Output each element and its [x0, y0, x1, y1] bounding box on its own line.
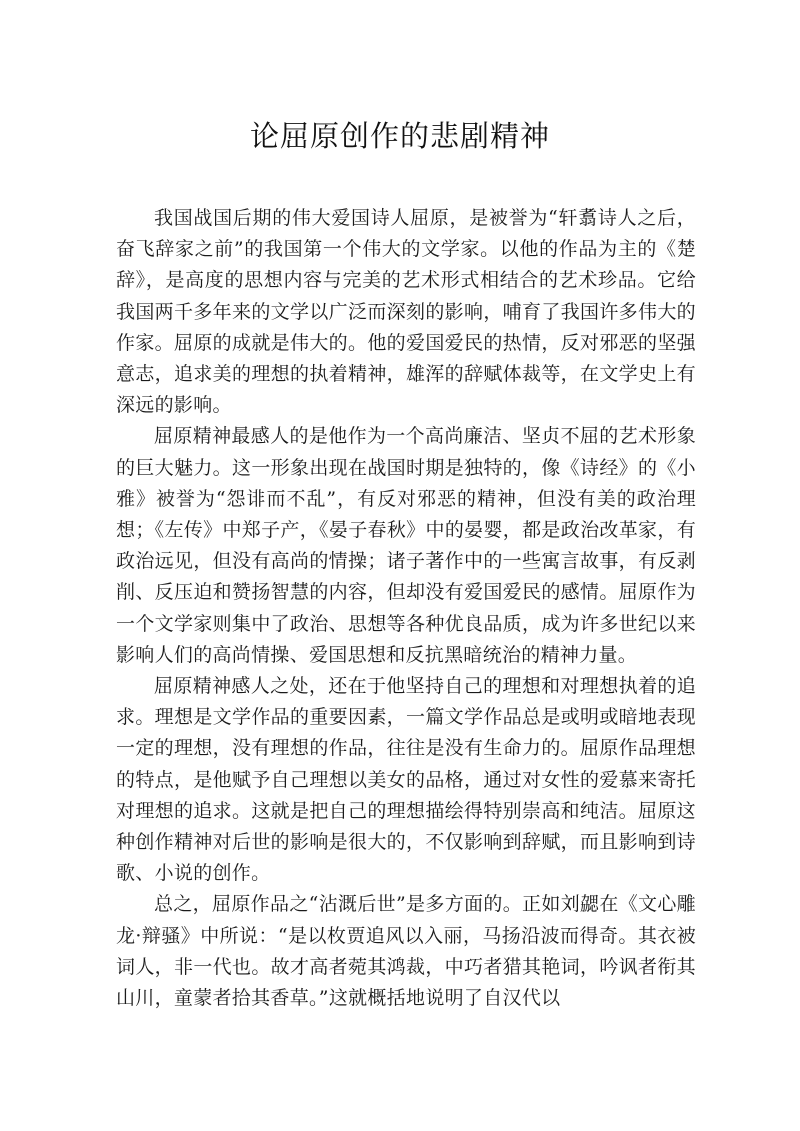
paragraph-3: 屈原精神感人之处，还在于他坚持自己的理想和对理想执着的追求。理想是文学作品的重要因素，一篇文学作品总是或明或暗地表现一定的理想，没有理想的作品，往往是没有生命力的。屈原作品理想的特点，是他赋予自己理想以美女的品格，通过对女性的爱慕来寄托对理想的追求。这就是把自己的理想描绘得特别崇高和纯洁。屈原这种创作精神对后世的影响是很大的，不仅影响到辞赋，而且影响到诗歌、小说的创作。	[116, 675, 696, 885]
paragraph-4: 总之，屈原作品之“沾溉后世”是多方面的。正如刘勰在《文心雕龙·辩骚》中所说：“是以枚贾追风以入丽，马扬沿波而得奇。其衣被词人，非一代也。故才高者菀其鸿裁，中巧者猎其艳词，吟讽者衔其山川，童蒙者拾其香草。”这就概括地说明了自汉代以	[116, 893, 696, 1010]
article-body	[116, 203, 696, 1014]
paragraph-1: 我国战国后期的伟大爱国诗人屈原，是被誉为“轩翥诗人之后，奋飞辞家之前”的我国第一个伟大的文学家。以他的作品为主的《楚辞》，是高度的思想内容与完美的艺术形式相结合的艺术珍品。它给我国两千多年来的文学以广泛而深刻的影响，哺育了我国许多伟大的作家。屈原的成就是伟大的。他的爱国爱民的热情，反对邪恶的坚强意志，追求美的理想的执着精神，雄浑的辞赋体裁等，在文学史上有深远的影响。	[116, 207, 696, 417]
paragraph-2: 屈原精神最感人的是他作为一个高尚廉洁、坚贞不屈的艺术形象的巨大魅力。这一形象出现在战国时期是独特的，像《诗经》的《小雅》被誉为“怨诽而不乱”，有反对邪恶的精神，但没有美的政治理想；《左传》中郑子产，《晏子春秋》中的晏婴，都是政治改革家，有政治远见，但没有高尚的情操；诸子著作中的一些寓言故事，有反剥削、反压迫和赞扬智慧的内容，但却没有爱国爱民的感情。屈原作为一个文学家则集中了政治、思想等各种优良品质，成为许多世纪以来影响人们的高尚情操、爱国思想和反抗黑暗统治的精神力量。	[116, 425, 696, 666]
page-title: 论屈原创作的悲剧精神	[249, 119, 550, 153]
